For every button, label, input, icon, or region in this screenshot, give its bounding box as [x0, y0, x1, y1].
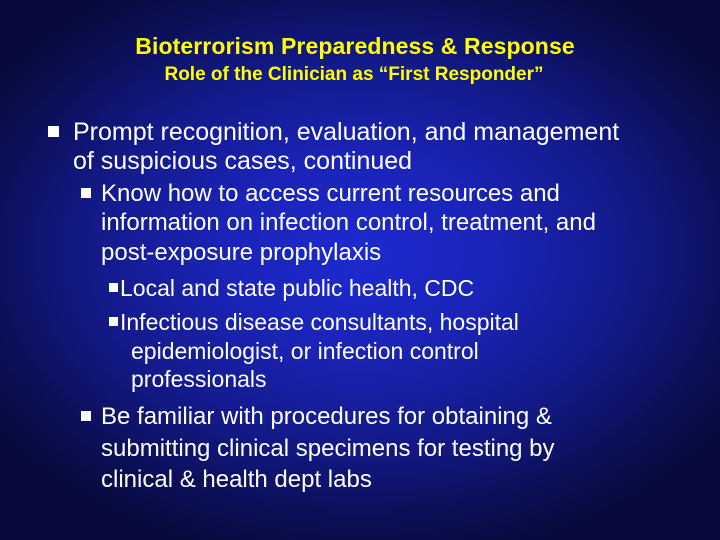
square-bullet-icon [109, 283, 118, 292]
bullet-level2-line: post-exposure prophylaxis [101, 239, 382, 266]
slide-title: Bioterrorism Preparedness & Response [135, 33, 575, 59]
bullet-level3-line: epidemiologist, or infection control [131, 338, 479, 364]
square-bullet-icon [109, 317, 118, 326]
square-bullet-icon [81, 188, 91, 198]
square-bullet-icon [81, 411, 91, 421]
bullet-level2-line: submitting clinical specimens for testing by [101, 435, 555, 462]
bullet-level2-line: Be familiar with procedures for obtaining & [101, 403, 552, 430]
bullet-level2-line: Know how to access current resources and [101, 180, 560, 207]
bullet-level2-line: clinical & health dept labs [101, 466, 372, 493]
bullet-level2-line: information on infection control, treatment, and [101, 209, 596, 236]
bullet-level1-line: of suspicious cases, continued [73, 147, 413, 175]
square-bullet-icon [48, 126, 59, 137]
bullet-level3-line: Local and state public health, CDC [120, 275, 475, 301]
bullet-level3-line: Infectious disease consultants, hospital [120, 309, 519, 335]
bullet-level1-line: Prompt recognition, evaluation, and management [73, 118, 620, 146]
slide-subtitle: Role of the Clinician as “First Responder” [164, 64, 544, 85]
bullet-level3-line: professionals [131, 366, 267, 392]
